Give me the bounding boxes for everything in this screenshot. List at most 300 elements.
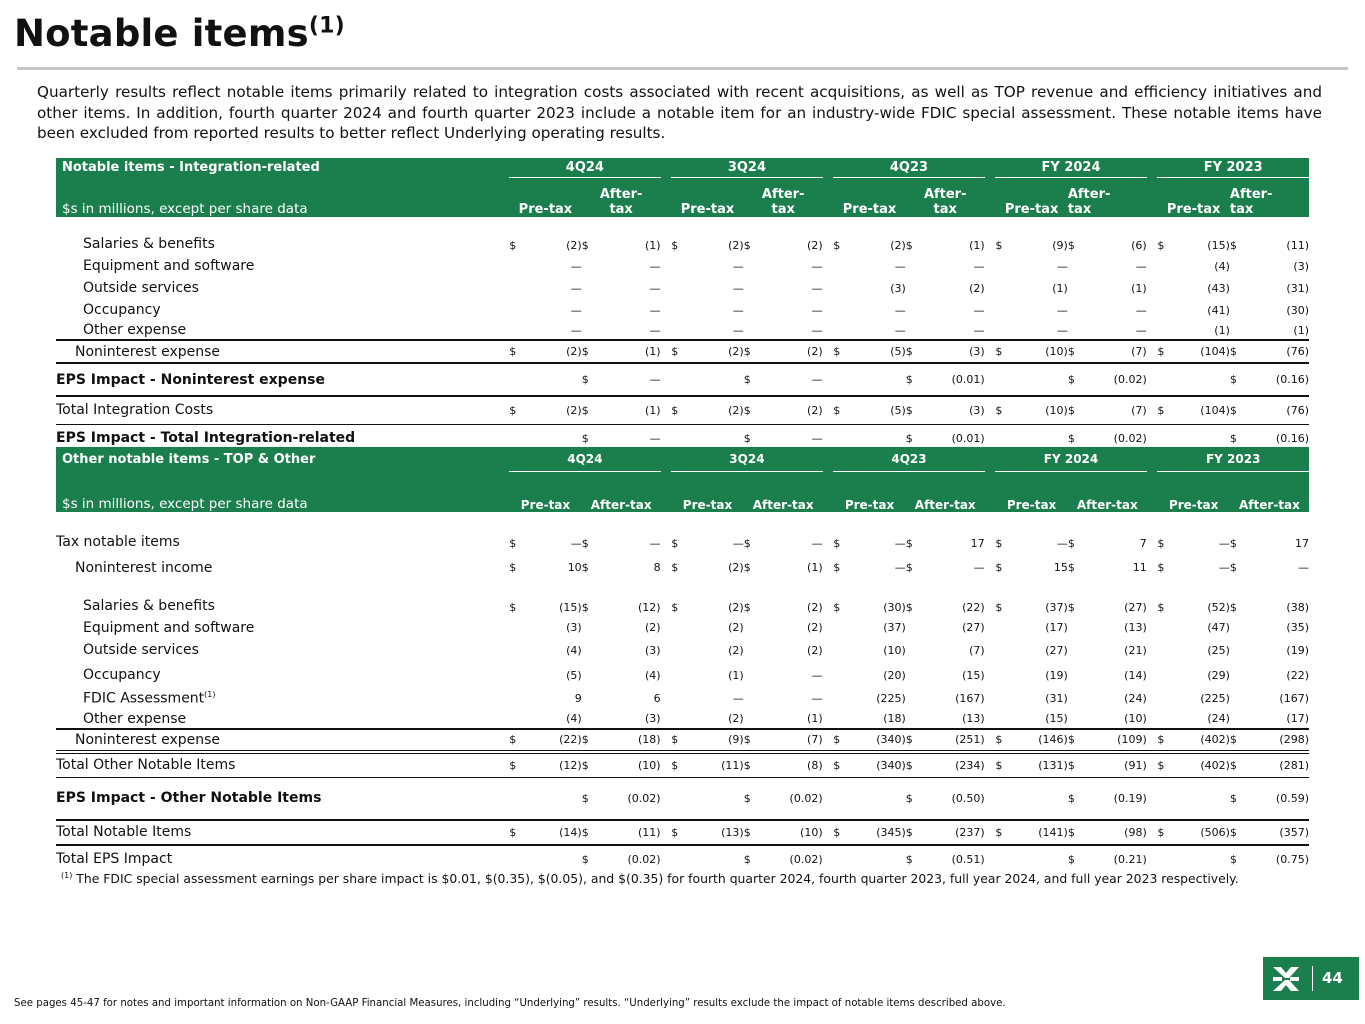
currency-symbol: $ (1230, 340, 1249, 363)
row-label: EPS Impact - Other Notable Items (56, 778, 509, 820)
currency-symbol: $ (671, 820, 690, 845)
row-label: Total Notable Items (56, 820, 509, 845)
value-cell: — (925, 321, 985, 340)
table-row (56, 340, 1309, 363)
table-row (56, 820, 1309, 845)
row-label: Noninterest expense (56, 340, 509, 363)
currency-symbol (744, 277, 763, 299)
after-tax-label: After- tax (1230, 178, 1309, 218)
value-cell: (4) (528, 710, 581, 729)
value-cell: (10) (763, 820, 823, 845)
page-title: Notable items$^{(1)}$ (14, 12, 345, 55)
currency-symbol: $ (671, 239, 679, 252)
currency-symbol: $ (995, 820, 1014, 845)
pre-tax-label: Pre-tax (833, 178, 906, 218)
value-cell: — (1298, 561, 1309, 574)
row-label: Total Integration Costs (56, 396, 509, 424)
other-table-title: Other notable items - TOP & Other (56, 447, 509, 471)
currency-symbol: $ (995, 536, 1003, 550)
currency-symbol (671, 255, 690, 277)
badge-divider (1312, 966, 1313, 991)
currency-symbol (1230, 688, 1249, 710)
after-tax-label: After-tax (1068, 471, 1147, 512)
value-cell: — (811, 303, 823, 317)
value-cell: (2) (690, 340, 743, 363)
units-label: $s in millions, except per share data (56, 471, 509, 512)
currency-symbol (995, 688, 1014, 710)
row-label: Salaries & benefits (83, 236, 215, 252)
value-cell: (2) (728, 239, 744, 252)
currency-symbol: $ (581, 536, 589, 550)
value-cell: 11 (1132, 561, 1147, 574)
value-cell: (18) (601, 729, 661, 752)
currency-symbol: $ (582, 396, 601, 424)
value-cell: (35) (1286, 621, 1309, 634)
value-cell: (17) (1249, 710, 1309, 729)
value-cell: (12) (528, 752, 581, 778)
value-cell: (3) (925, 396, 985, 424)
currency-symbol: $ (995, 729, 1014, 752)
currency-symbol: $ (581, 431, 589, 445)
value-cell: — (894, 303, 906, 317)
value-cell: (0.02) (789, 852, 823, 866)
currency-symbol (1230, 277, 1249, 299)
value-cell: (98) (1087, 820, 1147, 845)
currency-symbol: $ (833, 729, 852, 752)
currency-symbol (995, 663, 1014, 688)
value-cell: (43) (1207, 281, 1230, 295)
value-cell: — (570, 259, 582, 273)
currency-symbol (833, 299, 852, 321)
table-row (56, 663, 1309, 688)
currency-symbol: $ (1229, 600, 1237, 614)
currency-symbol (833, 321, 852, 340)
period-header: 4Q24 (509, 158, 660, 178)
value-cell: (2) (528, 396, 581, 424)
currency-symbol: $ (1067, 600, 1075, 614)
currency-symbol (1157, 321, 1176, 340)
after-tax-label: After-tax (1230, 471, 1309, 512)
value-cell: (0.16) (1275, 431, 1309, 445)
after-tax-label: After- tax (744, 178, 823, 218)
table-row (56, 512, 1309, 554)
value-cell: — (732, 536, 744, 550)
value-cell: 9 (574, 692, 582, 705)
currency-symbol: $ (906, 396, 925, 424)
currency-symbol: $ (906, 363, 925, 396)
currency-symbol (671, 845, 690, 873)
value-cell: 15 (1053, 561, 1068, 574)
currency-symbol: $ (905, 600, 913, 614)
currency-symbol (1068, 638, 1087, 663)
value-cell: — (1056, 303, 1068, 317)
value-cell: (27) (1045, 643, 1068, 657)
value-cell: 10 (567, 561, 582, 574)
pre-tax-label: Pre-tax (671, 471, 744, 512)
currency-symbol: $ (582, 778, 601, 820)
currency-symbol: $ (833, 561, 841, 574)
currency-symbol (1157, 618, 1176, 638)
currency-symbol (582, 710, 601, 729)
currency-symbol: $ (1230, 752, 1249, 778)
currency-symbol: $ (743, 536, 751, 550)
value-cell: (76) (1249, 396, 1309, 424)
currency-symbol (744, 255, 763, 277)
intro-paragraph: Quarterly results reflect notable items primarily related to integration costs associated with recent acquisitions, as well as TOP revenue and efficiency initiatives and other items. In addition, fourth quarter 2024 and fourth quarter 2023 include a notable item for an industry-wide FDIC special assessment. These notable items have been excluded from reported results to better reflect Underlying operating results. (37, 83, 1322, 142)
table-row (56, 277, 1309, 299)
currency-symbol (509, 255, 528, 277)
value-cell: (2) (807, 239, 823, 252)
row-label: Outside services (83, 280, 199, 296)
table-row (56, 729, 1309, 752)
currency-symbol: $ (744, 396, 763, 424)
currency-symbol (995, 778, 1014, 820)
value-cell: — (1135, 303, 1147, 317)
currency-symbol: $ (905, 536, 913, 550)
value-cell: (4) (1214, 259, 1230, 273)
currency-symbol (906, 299, 925, 321)
value-cell: (4) (566, 643, 582, 657)
value-cell: (340) (852, 729, 905, 752)
currency-symbol (509, 321, 528, 340)
value-cell: (37) (1045, 600, 1068, 614)
currency-symbol (833, 778, 852, 820)
currency-symbol: $ (1229, 561, 1237, 574)
currency-symbol: $ (1229, 239, 1237, 252)
value-cell: — (649, 536, 661, 550)
currency-symbol: $ (1157, 752, 1176, 778)
value-cell: (6) (1131, 239, 1147, 252)
value-cell: — (1056, 536, 1068, 550)
currency-symbol: $ (906, 778, 925, 820)
table-row (56, 217, 1309, 255)
value-cell (1177, 363, 1230, 396)
value-cell: (1) (1249, 321, 1309, 340)
currency-symbol: $ (1230, 778, 1249, 820)
value-cell: — (973, 303, 985, 317)
value-cell (852, 845, 905, 873)
value-cell: (402) (1177, 729, 1230, 752)
value-cell: (237) (925, 820, 985, 845)
currency-symbol: $ (1068, 820, 1087, 845)
currency-symbol (833, 277, 852, 299)
currency-symbol (995, 638, 1014, 663)
currency-symbol (1068, 277, 1087, 299)
value-cell: — (1218, 561, 1230, 574)
integration-subheader-row (56, 178, 1309, 218)
value-cell (690, 778, 743, 820)
currency-symbol (1157, 255, 1176, 277)
currency-symbol: $ (1157, 340, 1176, 363)
value-cell: (345) (852, 820, 905, 845)
currency-symbol: $ (509, 752, 528, 778)
value-cell: (3) (890, 281, 906, 295)
value-cell: — (811, 536, 823, 550)
currency-symbol (995, 299, 1014, 321)
currency-symbol (1068, 688, 1087, 710)
value-cell: (24) (1124, 692, 1147, 705)
currency-symbol (509, 363, 528, 396)
value-cell: (0.21) (1113, 852, 1147, 866)
currency-symbol (671, 363, 690, 396)
value-cell: (21) (1124, 643, 1147, 657)
period-header: 4Q23 (833, 447, 984, 471)
value-cell: (29) (1207, 668, 1230, 682)
currency-symbol: $ (1229, 852, 1237, 866)
currency-symbol: $ (1157, 396, 1176, 424)
currency-symbol (1068, 255, 1087, 277)
integration-table-title: Notable items - Integration-related (56, 158, 509, 178)
currency-symbol: $ (833, 600, 841, 614)
row-label: Outside services (83, 642, 199, 658)
other-table-body (56, 512, 1309, 873)
row-label: Other expense (56, 321, 509, 340)
currency-symbol: $ (1068, 752, 1087, 778)
currency-symbol (744, 688, 763, 710)
value-cell: (2) (763, 396, 823, 424)
other-header-row (56, 447, 1309, 471)
currency-symbol: $ (995, 396, 1014, 424)
value-cell: 8 (653, 561, 661, 574)
value-cell (528, 363, 581, 396)
row-label: Tax notable items (56, 533, 180, 550)
currency-symbol: $ (582, 340, 601, 363)
value-cell: — (894, 259, 906, 273)
units-label: $s in millions, except per share data (56, 178, 509, 218)
value-cell: (1) (1052, 281, 1068, 295)
currency-symbol: $ (1067, 536, 1075, 550)
currency-symbol: $ (671, 536, 679, 550)
value-cell: (22) (1286, 668, 1309, 682)
currency-symbol (906, 638, 925, 663)
currency-symbol: $ (905, 561, 913, 574)
value-cell: (11) (601, 820, 661, 845)
currency-symbol: $ (833, 752, 852, 778)
currency-symbol (995, 363, 1014, 396)
value-cell: (3) (1293, 259, 1309, 273)
currency-symbol (1157, 710, 1176, 729)
currency-symbol (671, 638, 690, 663)
currency-symbol: $ (1068, 729, 1087, 752)
row-label: Total EPS Impact (56, 851, 173, 867)
after-tax-label: After- tax (906, 178, 985, 218)
row-label: Occupancy (83, 302, 161, 318)
pre-tax-label: Pre-tax (995, 178, 1068, 218)
currency-symbol (671, 778, 690, 820)
table-row (56, 618, 1309, 638)
value-cell: (0.16) (1249, 363, 1309, 396)
currency-symbol: $ (744, 340, 763, 363)
value-cell: — (1056, 259, 1068, 273)
currency-symbol: $ (833, 820, 852, 845)
pre-tax-label: Pre-tax (671, 178, 744, 218)
currency-symbol (906, 321, 925, 340)
currency-symbol (744, 638, 763, 663)
currency-symbol (582, 321, 601, 340)
row-label: EPS Impact - Total Integration-related (56, 430, 356, 447)
value-cell: (225) (1200, 692, 1230, 705)
currency-symbol (582, 618, 601, 638)
currency-symbol (833, 638, 852, 663)
currency-symbol: $ (509, 536, 517, 550)
currency-symbol (906, 277, 925, 299)
value-cell: (5) (566, 668, 582, 682)
value-cell: — (570, 536, 582, 550)
value-cell: 7 (1139, 536, 1147, 550)
currency-symbol (995, 710, 1014, 729)
value-cell: (0.75) (1275, 852, 1309, 866)
value-cell: (13) (925, 710, 985, 729)
value-cell: (0.01) (925, 363, 985, 396)
value-cell: (402) (1177, 752, 1230, 778)
value-cell: — (763, 363, 823, 396)
value-cell: — (732, 281, 744, 295)
currency-symbol: $ (743, 852, 751, 866)
currency-symbol (1157, 299, 1176, 321)
value-cell: — (811, 259, 823, 273)
table-row (56, 363, 1309, 396)
value-cell: (0.50) (925, 778, 985, 820)
currency-symbol: $ (743, 431, 751, 445)
value-cell: (225) (876, 692, 906, 705)
currency-symbol (833, 710, 852, 729)
value-cell: (15) (1015, 710, 1068, 729)
currency-symbol: $ (509, 600, 517, 614)
period-header: FY 2024 (995, 447, 1146, 471)
currency-symbol: $ (833, 340, 852, 363)
table-row (56, 321, 1309, 340)
currency-symbol: $ (744, 820, 763, 845)
currency-symbol: $ (509, 820, 528, 845)
currency-symbol: $ (1068, 778, 1087, 820)
value-cell (1015, 363, 1068, 396)
table-row (56, 299, 1309, 321)
currency-symbol: $ (995, 561, 1003, 574)
value-cell (852, 778, 905, 820)
value-cell: (251) (925, 729, 985, 752)
value-cell: — (570, 303, 582, 317)
currency-symbol (509, 845, 528, 873)
currency-symbol (744, 618, 763, 638)
currency-symbol (744, 299, 763, 321)
currency-symbol: $ (581, 561, 589, 574)
company-logo-icon (1271, 964, 1301, 994)
value-cell: (15) (962, 668, 985, 682)
row-label: Equipment and software (83, 619, 255, 636)
value-cell: — (732, 692, 744, 705)
value-cell: (2) (566, 239, 582, 252)
value-cell: (1) (763, 710, 823, 729)
currency-symbol (509, 618, 528, 638)
value-cell: (1) (728, 668, 744, 682)
currency-symbol: $ (833, 239, 841, 252)
value-cell: 17 (1295, 536, 1309, 550)
currency-symbol (1068, 321, 1087, 340)
currency-symbol: $ (1230, 363, 1249, 396)
pre-tax-label: Pre-tax (1157, 471, 1230, 512)
value-cell: (11) (690, 752, 743, 778)
value-cell: (9) (1052, 239, 1068, 252)
row-label: Equipment and software (83, 258, 255, 274)
currency-symbol: $ (671, 340, 690, 363)
value-cell (690, 845, 743, 873)
currency-symbol: $ (581, 852, 589, 866)
currency-symbol (582, 299, 601, 321)
currency-symbol (671, 710, 690, 729)
currency-symbol: $ (1157, 600, 1165, 614)
value-cell (690, 363, 743, 396)
value-cell: (9) (690, 729, 743, 752)
value-cell: (141) (1015, 820, 1068, 845)
value-cell: — (601, 321, 661, 340)
currency-symbol (1157, 845, 1176, 873)
value-cell: (30) (883, 600, 906, 614)
value-cell: (1) (969, 239, 985, 252)
table-row (56, 752, 1309, 778)
currency-symbol (509, 663, 528, 688)
value-cell: (146) (1015, 729, 1068, 752)
pre-tax-label: Pre-tax (509, 471, 582, 512)
currency-symbol (1157, 688, 1176, 710)
value-cell: — (763, 321, 823, 340)
value-cell: — (1218, 536, 1230, 550)
value-cell: (14) (528, 820, 581, 845)
currency-symbol: $ (582, 820, 601, 845)
value-cell: (281) (1249, 752, 1309, 778)
value-cell: (1) (644, 239, 661, 252)
value-cell: — (852, 321, 905, 340)
value-cell: (15) (559, 600, 582, 614)
value-cell: (2) (728, 621, 744, 634)
value-cell: (298) (1249, 729, 1309, 752)
value-cell: (0.02) (1087, 363, 1147, 396)
value-cell: — (1087, 321, 1147, 340)
after-tax-label: After-tax (906, 471, 985, 512)
currency-symbol (1230, 663, 1249, 688)
currency-symbol (833, 663, 852, 688)
row-label: Occupancy (83, 667, 161, 683)
disclaimer: See pages 45-47 for notes and important information on Non-GAAP Financial Measures, including “Underlying” results. “Underlying” results exclude the impact of notable items described above. (14, 998, 1006, 1009)
value-cell: (2) (728, 643, 744, 657)
value-cell: (19) (1286, 643, 1309, 657)
value-cell: (52) (1207, 600, 1230, 614)
value-cell: (24) (1177, 710, 1230, 729)
currency-symbol: $ (1157, 239, 1165, 252)
after-tax-label: After-tax (582, 471, 661, 512)
currency-symbol: $ (744, 752, 763, 778)
value-cell: (2) (528, 340, 581, 363)
currency-symbol (1068, 663, 1087, 688)
currency-symbol (582, 688, 601, 710)
value-cell: (0.02) (627, 852, 661, 866)
value-cell: (2) (807, 643, 823, 657)
value-cell: (104) (1177, 396, 1230, 424)
value-cell: (357) (1249, 820, 1309, 845)
table-row (56, 710, 1309, 729)
period-header: 3Q24 (671, 158, 822, 178)
currency-symbol: $ (671, 561, 679, 574)
currency-symbol (744, 321, 763, 340)
page-badge (1263, 957, 1359, 1000)
period-header: 3Q24 (671, 447, 822, 471)
value-cell: (167) (1279, 692, 1309, 705)
value-cell: (7) (1087, 340, 1147, 363)
value-cell: (0.02) (601, 778, 661, 820)
table-row (56, 582, 1309, 618)
other-items-table (56, 447, 1309, 873)
value-cell: (12) (637, 600, 661, 614)
currency-symbol (1157, 778, 1176, 820)
